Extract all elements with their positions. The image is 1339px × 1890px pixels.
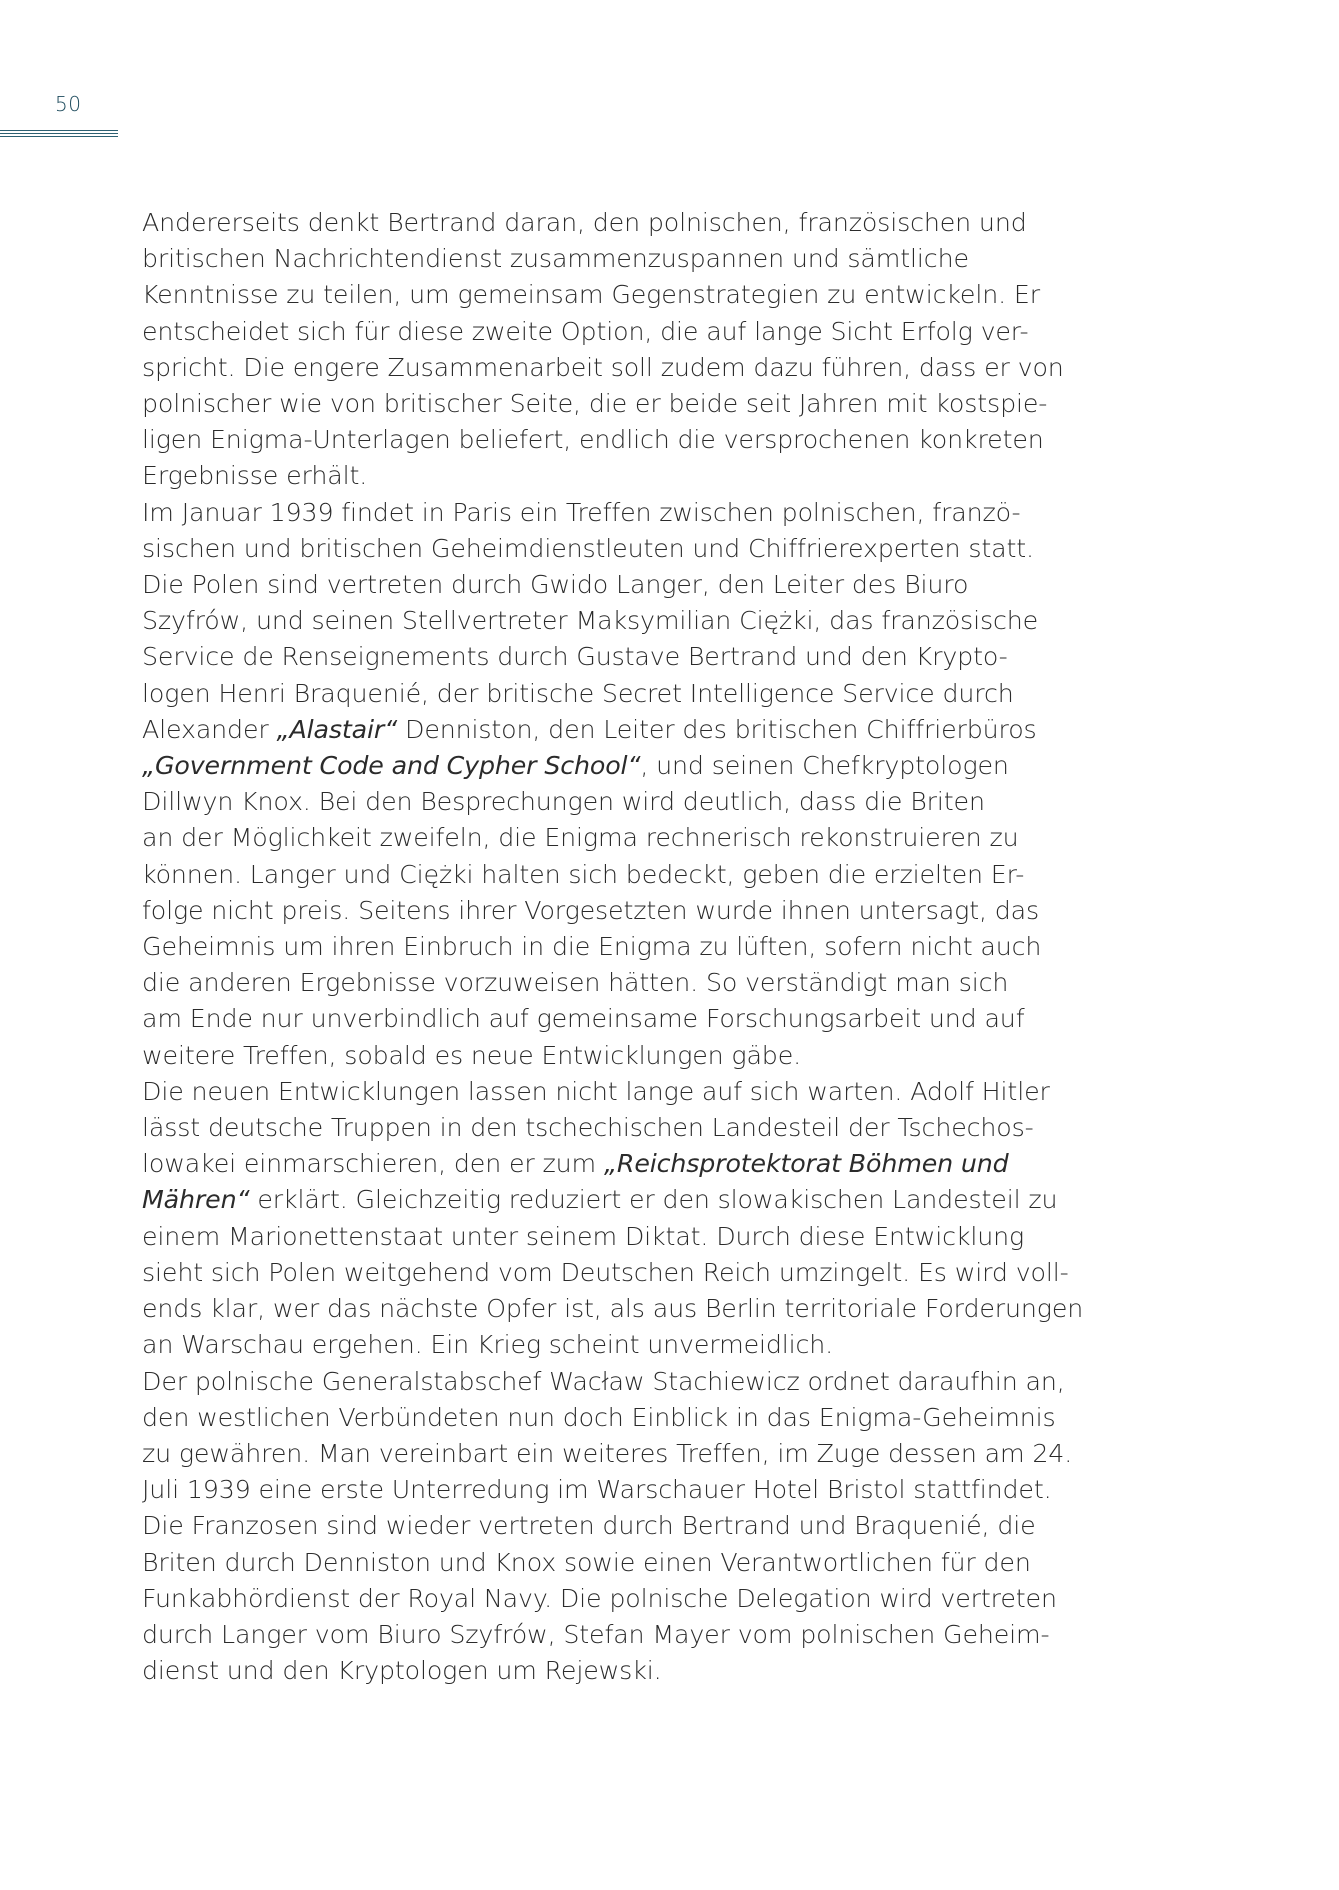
italic-text-segment: „Alastair“ [276,714,398,744]
text-line [142,1182,1058,1218]
text-line [142,1146,1042,1182]
text-segment: die anderen Ergebnisse vorzuweisen hätten. So verständigt man sich [142,968,1009,998]
text-line [142,386,1048,422]
text-line [142,1617,1050,1653]
paragraph [142,205,1064,495]
text-segment: Juli 1939 eine erste Unterredung im Warschauer Hotel Bristol stattfindet. [142,1475,1052,1505]
text-segment: entscheidet sich für diese zweite Option, die auf lange Sicht Erfolg ver- [142,316,1029,346]
text-line [142,820,1042,856]
text-segment: polnischer wie von britischer Seite, die er beide seit Jahren mit kostspie- [142,389,1048,419]
paragraph [142,1074,1084,1364]
text-line [142,639,1042,675]
text-segment: Die Franzosen sind wieder vertreten durch Bertrand und Braquenié, die [142,1511,1036,1541]
text-line [142,1038,1042,1074]
text-segment: sieht sich Polen weitgehend vom Deutschen Reich umzingelt. Es wird voll- [142,1257,1069,1287]
text-line [142,784,1042,820]
text-segment: Die neuen Entwicklungen lassen nicht lange auf sich warten. Adolf Hitler [142,1076,1050,1106]
header-rule [0,130,118,139]
text-line [142,676,1042,712]
header-rule-line [0,133,118,134]
text-segment: Der polnische Generalstabschef Wacław Stachiewicz ordnet daraufhin an, [142,1366,1065,1396]
text-segment: Andererseits denkt Bertrand daran, den polnischen, französischen und [142,208,1027,237]
text-segment: , und seinen Chefkryptologen [640,751,1009,781]
text-segment: britischen Nachrichtendienst zusammenzuspannen und sämtliche [142,244,969,274]
text-segment: Denniston, den Leiter des britischen Chiffrierbüros [397,714,1037,744]
text-segment: Dillwyn Knox. Bei den Besprechungen wird deutlich, dass die Briten [142,787,985,817]
text-segment: Geheimnis um ihren Einbruch in die Enigma zu lüften, sofern nicht auch [142,932,1042,962]
text-segment: logen Henri Braquenié, der britische Secret Intelligence Service durch [142,678,1014,708]
paragraph [142,1364,1073,1690]
text-line [142,1255,1069,1291]
text-line [142,1653,1042,1689]
text-line [142,495,1042,531]
text-line [142,712,1042,748]
text-line [142,1219,1042,1255]
text-segment: folge nicht preis. Seitens ihrer Vorgesetzten wurde ihnen untersagt, das [142,895,1040,925]
text-segment: Ergebnisse erhält. [142,461,368,491]
text-segment: Service de Renseignements durch Gustave Bertrand und den Krypto- [142,642,1008,672]
text-segment: dienst und den Kryptologen um Rejewski. [142,1656,662,1686]
text-segment: einem Marionettenstaat unter seinem Diktat. Durch diese Entwicklung [142,1221,1025,1251]
text-segment: Im Januar 1939 findet in Paris ein Treffen zwischen polnischen, franzö- [142,497,1021,527]
text-segment: Briten durch Denniston und Knox sowie einen Verantwortlichen für den [142,1547,1031,1577]
text-segment: ligen Enigma-Unterlagen beliefert, endlich die versprochenen konkreten [142,425,1044,455]
text-line [142,1400,1056,1436]
text-segment: Alexander [142,714,277,744]
text-line [142,965,1042,1001]
text-line [142,314,1042,350]
text-line [142,422,1042,458]
text-segment: Die Polen sind vertreten durch Gwido Langer, den Leiter des Biuro [142,570,969,600]
text-segment: weitere Treffen, sobald es neue Entwicklungen gäbe. [142,1040,802,1070]
text-line [142,241,1042,277]
body-text [142,205,1084,1689]
text-line [142,603,1042,639]
text-line [142,277,1042,313]
text-line [142,929,1042,965]
text-line [142,1327,1042,1363]
text-segment: lowakei einmarschieren, den er zum [142,1149,604,1179]
text-line [142,748,1042,784]
text-line [142,857,1042,893]
text-line [142,1110,1042,1146]
text-line [142,1001,1042,1037]
text-segment: durch Langer vom Biuro Szyfrów, Stefan Mayer vom polnischen Geheim- [142,1619,1050,1649]
text-line [142,1545,1042,1581]
text-line [142,1581,1057,1617]
text-line [142,1436,1073,1472]
text-segment: den westlichen Verbündeten nun doch Einblick in das Enigma-Geheimnis [142,1402,1056,1432]
text-segment: Szyfrów, und seinen Stellvertreter Maksymilian Ciężki, das französische [142,606,1039,636]
text-segment: Kenntnisse zu teilen, um gemeinsam Gegenstrategien zu entwickeln. Er [142,280,1040,310]
header-rule-line [0,130,118,131]
italic-text-segment: „Reichsprotektorat Böhmen und [603,1149,1009,1179]
text-segment: ends klar, wer das nächste Opfer ist, als aus Berlin territoriale Forderungen [142,1294,1084,1324]
text-line [142,458,1042,494]
text-segment: lässt deutsche Truppen in den tschechischen Landesteil der Tschechos- [142,1113,1034,1143]
page-number: 50 [55,92,82,116]
text-segment: am Ende nur unverbindlich auf gemeinsame Forschungsarbeit und auf [142,1004,1025,1034]
text-line [142,1364,1065,1400]
text-line [142,1508,1042,1544]
text-line [142,205,1042,241]
italic-text-segment: „Government Code and Cypher School“ [142,751,641,781]
text-line [142,531,1042,567]
text-line [142,1472,1052,1508]
text-segment: zu gewähren. Man vereinbart ein weiteres Treffen, im Zuge dessen am 24. [142,1438,1073,1468]
text-line [142,893,1042,929]
text-segment: an Warschau ergehen. Ein Krieg scheint unvermeidlich. [142,1330,834,1360]
italic-text-segment: Mähren“ [142,1185,250,1215]
paragraph [142,495,1042,1074]
text-segment: an der Möglichkeit zweifeln, die Enigma rechnerisch rekonstruieren zu [142,823,1019,853]
text-line [142,1291,1084,1327]
header-rule-line [0,136,118,137]
text-segment: können. Langer und Ciężki halten sich bedeckt, geben die erzielten Er- [142,859,1025,889]
text-line [142,1074,1050,1110]
text-line [142,350,1064,386]
text-segment: Funkabhördienst der Royal Navy. Die polnische Delegation wird vertreten [142,1583,1057,1613]
text-line [142,567,1042,603]
text-segment: spricht. Die engere Zusammenarbeit soll zudem dazu führen, dass er von [142,352,1064,382]
text-segment: erklärt. Gleichzeitig reduziert er den slowakischen Landesteil zu [249,1185,1058,1215]
text-segment: sischen und britischen Geheimdienstleuten und Chiffrierexperten statt. [142,533,1034,563]
